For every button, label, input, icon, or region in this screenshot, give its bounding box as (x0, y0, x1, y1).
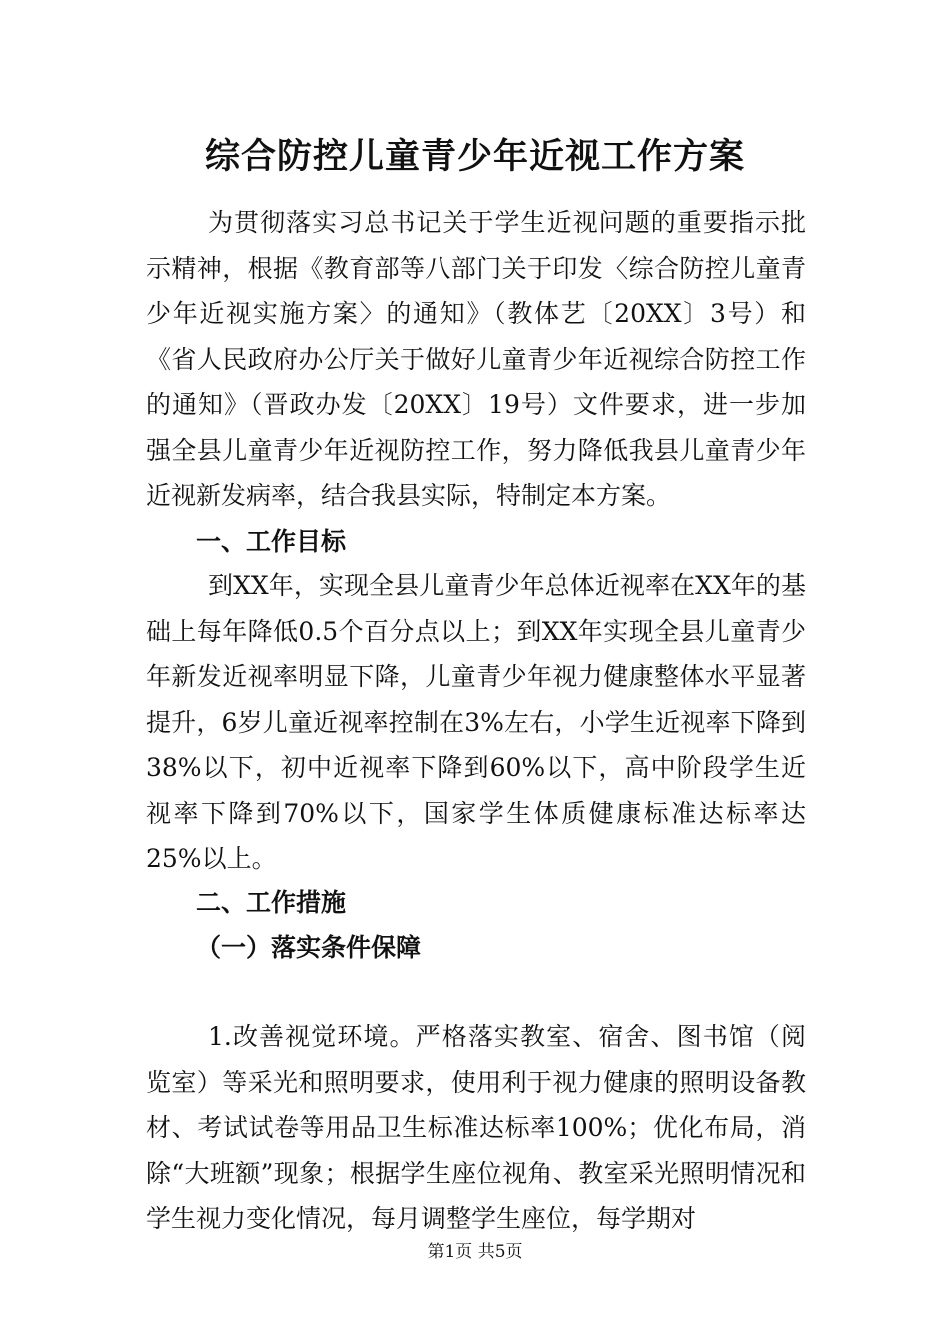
document-title: 综合防控儿童青少年近视工作方案 (204, 136, 745, 177)
subsection-heading-conditions: （一）落实条件保障 (196, 933, 422, 962)
section-heading-measures: 二、工作措施 (196, 888, 347, 917)
intro-paragraph: 为贯彻落实习总书记关于学生近视问题的重要指示批示精神，根据《教育部等八部门关于印发〈综合防控儿童青少年近视实施方案〉的通知》（教体艺〔20XX〕3号）和《省人民政府办公厅关于做好儿童青少年近视综合防控工作的通知》（晋政办发〔20XX〕19号）文件要求，进一步加强全县儿童青少年近视防控工作，努力降低我县儿童青少年近视新发病率，结合我县实际，特制定本方案。 (146, 208, 806, 510)
goals-paragraph: 到XX年，实现全县儿童青少年总体近视率在XX年的基础上每年降低0.5个百分点以上；到XX年实现全县儿童青少年新发近视率明显下降，儿童青少年视力健康整体水平显著提升，6岁儿童近视率控制在3%左右，小学生近视率下降到38%以下，初中近视率下降到60%以下，高中阶段学生近视率下降到70%以下，国家学生体质健康标准达标率达25%以上。 (146, 571, 806, 873)
section-heading-goals: 一、工作目标 (196, 527, 347, 556)
measure-item-paragraph: 1.改善视觉环境。严格落实教室、宿舍、图书馆（阅览室）等采光和照明要求，使用利于视力健康的照明设备教材、考试试卷等用品卫生标准达标率100%；优化布局，消除“大班额”现象；根据学生座位视角、教室采光照明情况和学生视力变化情况，每月调整学生座位，每学期对 (146, 1022, 806, 1233)
page-number-footer: 第1页 共5页 (427, 1242, 523, 1262)
